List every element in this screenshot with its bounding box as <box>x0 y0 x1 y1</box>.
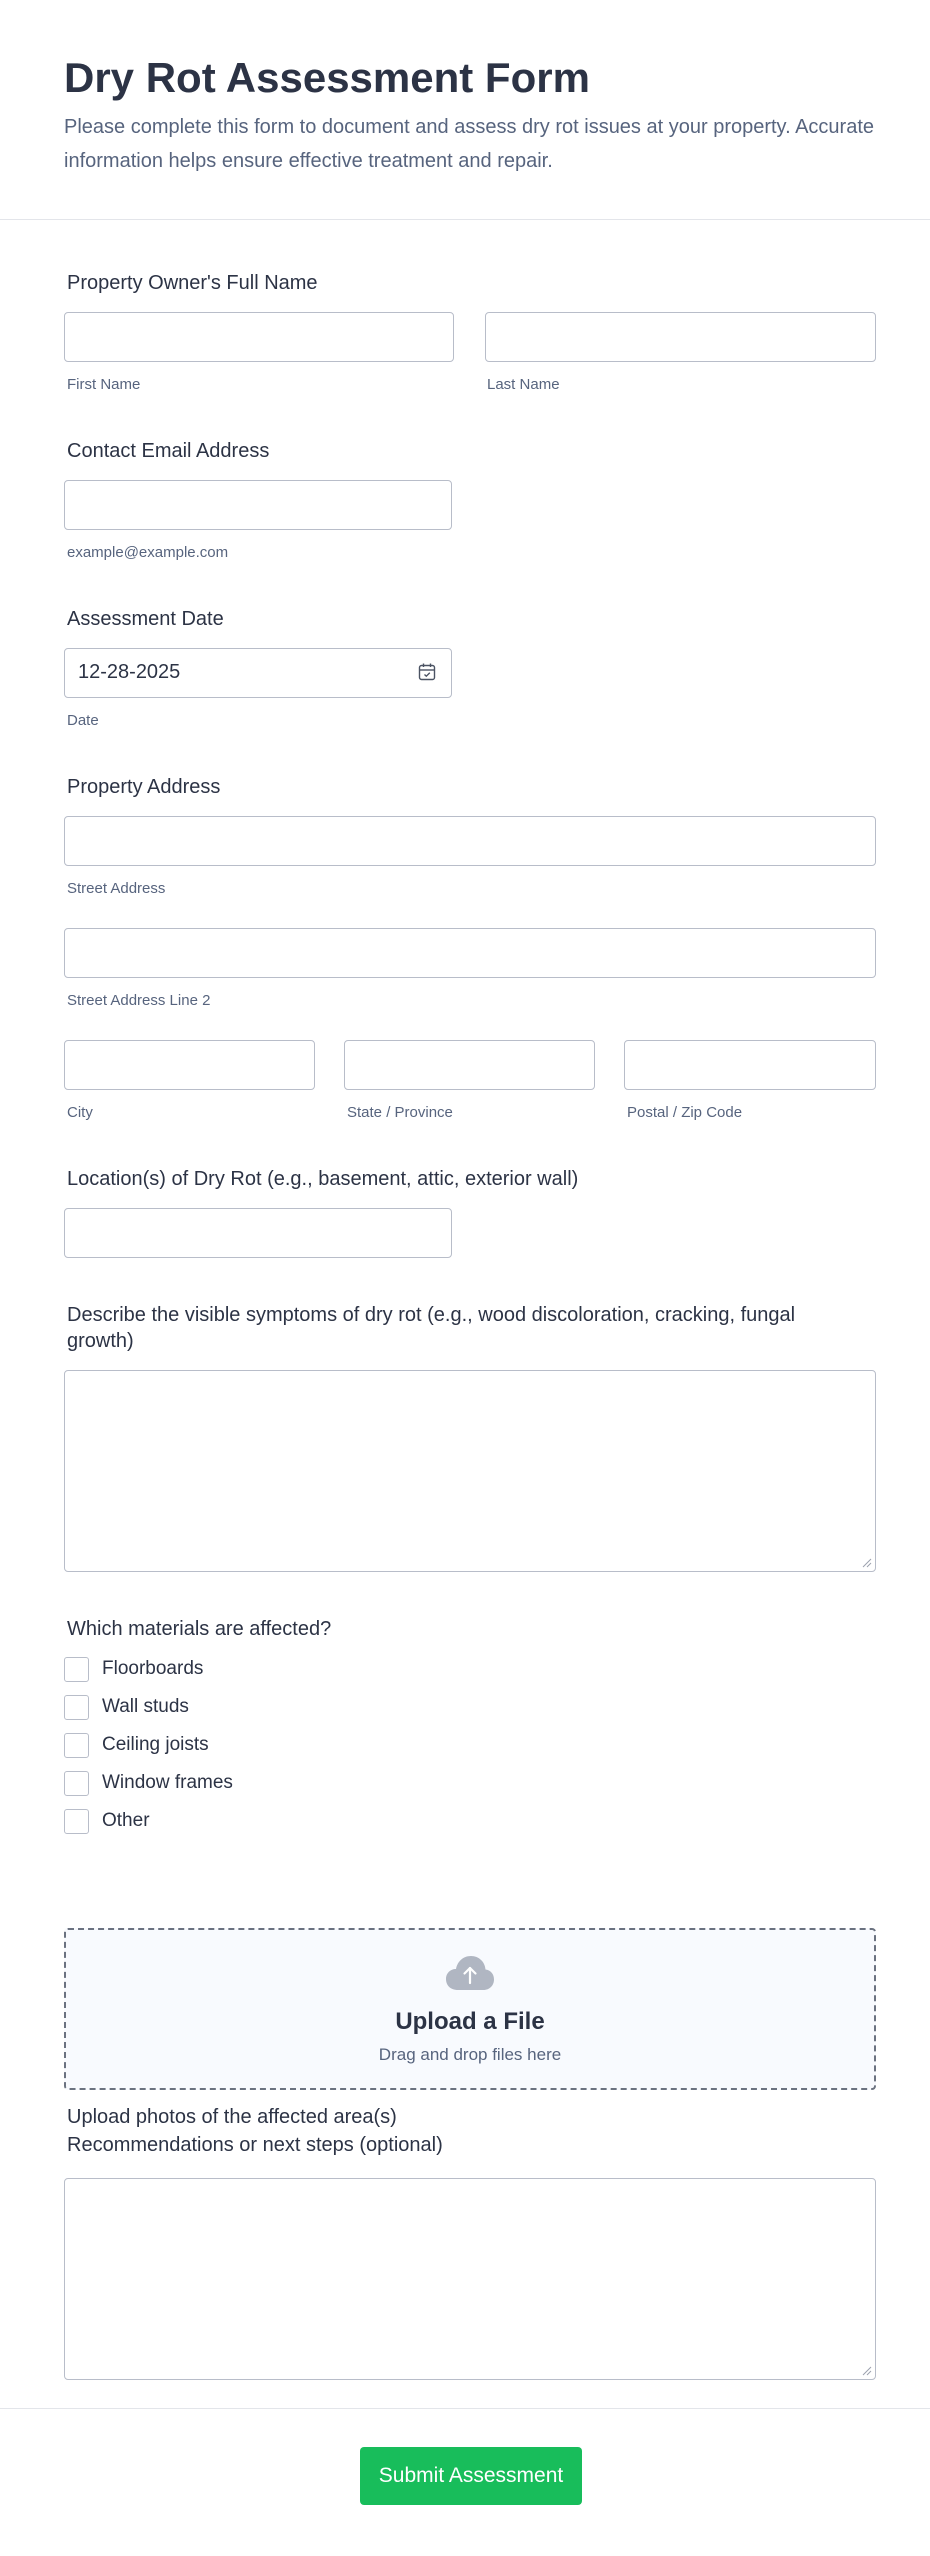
locations-label: Location(s) of Dry Rot (e.g., basement, attic, exterior wall) <box>67 1168 579 1190</box>
checkbox-label: Ceiling joists <box>102 1734 209 1755</box>
recommendations-textarea[interactable] <box>64 2178 876 2380</box>
form-footer <box>0 2408 930 2556</box>
owner-name-label: Property Owner's Full Name <box>67 272 318 294</box>
email-label: Contact Email Address <box>67 440 270 462</box>
checkbox-label: Window frames <box>102 1772 233 1793</box>
zip-sublabel: Postal / Zip Code <box>627 1104 743 1121</box>
form-header <box>0 0 930 220</box>
materials-label: Which materials are affected? <box>67 1618 332 1640</box>
checkbox-label: Wall studs <box>102 1696 189 1717</box>
symptoms-label: Describe the visible symptoms of dry rot (e.g., wood discoloration, cracking, fungal growth) <box>67 1304 796 1352</box>
form-description: Please complete this form to document and assess dry rot issues at your property. Accurate information helps ensure effective treatment and repair. <box>64 116 875 172</box>
email-sublabel: example@example.com <box>67 544 229 561</box>
street-address-line2-sublabel: Street Address Line 2 <box>67 992 211 1009</box>
submit-button[interactable]: Submit Assessment <box>360 2447 582 2505</box>
cloud-upload-icon <box>444 1954 496 1992</box>
date-sublabel: Date <box>67 712 99 729</box>
assessment-date-value: 12-28-2025 <box>78 661 181 683</box>
state-sublabel: State / Province <box>347 1104 453 1121</box>
assessment-date-label: Assessment Date <box>67 608 224 630</box>
form-title: Dry Rot Assessment Form <box>64 54 590 101</box>
last-name-sublabel: Last Name <box>487 376 560 393</box>
checkbox-label: Floorboards <box>102 1658 204 1679</box>
upload-title: Upload a File <box>395 2008 545 2035</box>
file-upload-dropzone[interactable] <box>64 1928 876 2090</box>
property-address-label: Property Address <box>67 776 221 798</box>
city-sublabel: City <box>67 1104 93 1121</box>
street-address-sublabel: Street Address <box>67 880 166 897</box>
upload-subtitle: Drag and drop files here <box>378 2045 562 2064</box>
resize-handle-icon[interactable] <box>862 2366 872 2376</box>
first-name-sublabel: First Name <box>67 376 141 393</box>
recommendations-label: Recommendations or next steps (optional) <box>67 2134 443 2156</box>
upload-label: Upload photos of the affected area(s) <box>67 2106 397 2128</box>
checkbox-label: Other <box>102 1810 150 1831</box>
form-lower <box>0 220 930 2408</box>
